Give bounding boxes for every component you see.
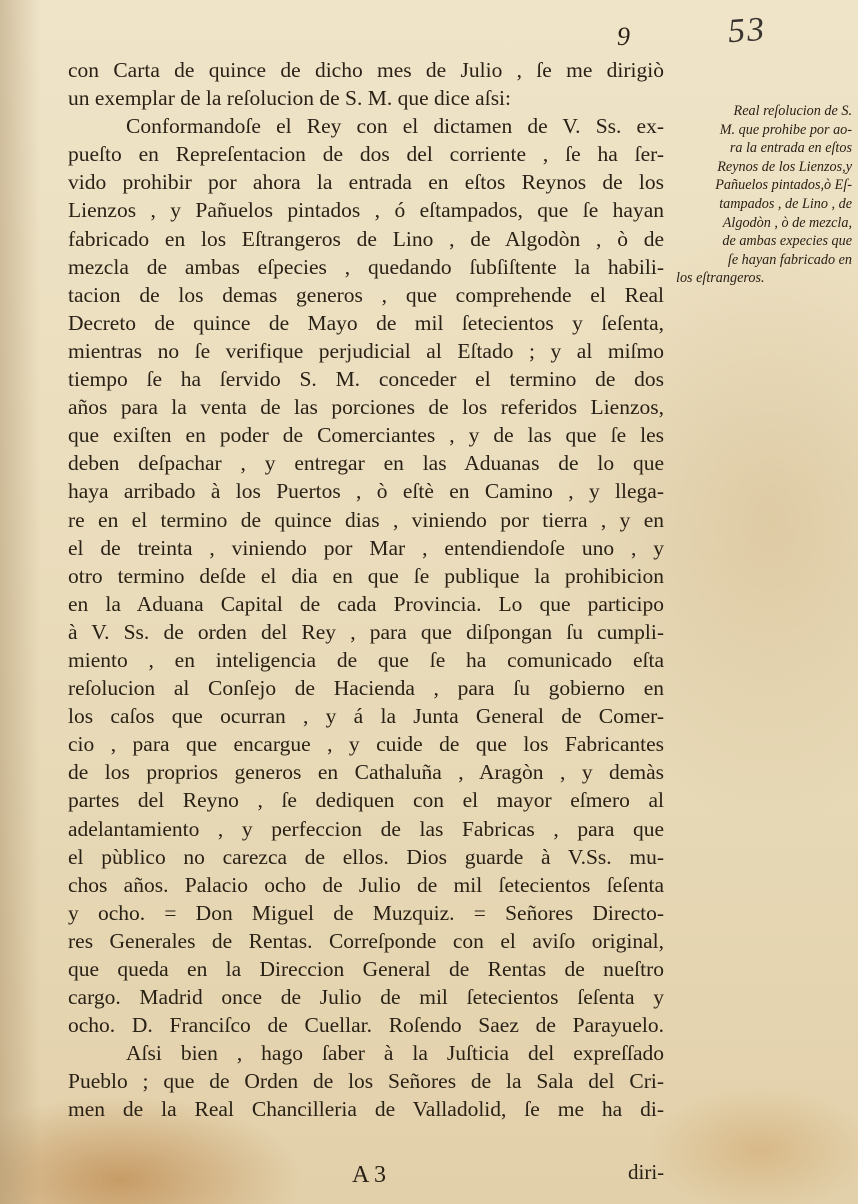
text-line: Aſsi bien , hago ſaber à la Juſticia del expreſſado xyxy=(126,1041,664,1066)
text-line: à V. Ss. de orden del Rey , para que diſpongan ſu cumpli- xyxy=(68,619,664,644)
text-line: en la Aduana Capital de cada Provincia. Lo que participo xyxy=(68,591,664,616)
text-line: el pùblico no carezca de ellos. Dios guarde à V.Ss. mu- xyxy=(68,844,664,869)
text-line: vido prohibir por ahora la entrada en eſtos Reynos de los xyxy=(68,170,664,195)
marginal-note xyxy=(676,102,852,288)
margin-note-line: Reynos de los Lienzos,y xyxy=(717,158,852,175)
text-line: el de treinta , viniendo por Mar , entendiendoſe uno , y xyxy=(68,535,664,560)
catchword: diri- xyxy=(628,1160,665,1184)
text-line: otro termino deſde el dia en que ſe publique la prohibicion xyxy=(68,563,664,588)
margin-note-line: tampados , de Lino , de xyxy=(719,195,852,212)
text-line: cargo. Madrid once de Julio de mil ſetecientos ſeſenta y xyxy=(68,985,664,1010)
text-line: años para la venta de las porciones de los referidos Lienzos, xyxy=(68,395,664,420)
handwritten-folio-number: 53 xyxy=(726,10,768,51)
margin-note-line: Pañuelos pintados,ò Eſ- xyxy=(715,177,852,194)
page-number: 9 xyxy=(617,22,630,51)
show-through-text xyxy=(704,636,723,654)
text-line: tiempo ſe ha ſervido S. M. conceder el termino de dos xyxy=(68,367,664,392)
main-text-block xyxy=(68,56,664,1124)
margin-note-line: ſe hayan fabricado en xyxy=(727,251,852,268)
text-line: ocho. D. Franciſco de Cuellar. Roſendo Saez de Parayuelo. xyxy=(68,1013,664,1038)
text-line: miento , en inteligencia de que ſe ha comunicado eſta xyxy=(68,647,664,672)
text-line: Decreto de quince de Mayo de mil ſetecientos y ſeſenta, xyxy=(68,310,664,335)
text-line: deben deſpachar , y entregar en las Aduanas de lo que xyxy=(68,451,664,476)
margin-note-line: de ambas expecies que xyxy=(722,233,852,250)
signature-mark: A 3 xyxy=(352,1162,387,1188)
text-line: Pueblo ; que de Orden de los Señores de la Sala del Cri- xyxy=(68,1069,664,1094)
margin-note-line: Real reſolucion de S. xyxy=(733,103,852,119)
text-line: reſolucion al Conſejo de Hacienda , para ſu gobierno en xyxy=(68,676,664,701)
text-line: pueſto en Repreſentacion de dos del corriente , ſe ha ſer- xyxy=(68,142,664,167)
text-line: tacion de los demas generos , que comprehende el Real xyxy=(68,282,664,307)
text-line: mientras no ſe verifique perjudicial al Eſtado ; y al miſmo xyxy=(68,338,664,363)
margin-note-line: los eſtrangeros. xyxy=(676,270,765,287)
text-line: res Generales de Rentas. Correſponde con el aviſo original, xyxy=(68,928,664,953)
text-line: de los proprios generos en Cathaluña , Aragòn , y demàs xyxy=(68,760,664,785)
text-line: chos años. Palacio ocho de Julio de mil ſetecientos ſeſenta xyxy=(68,872,664,897)
text-line: Conformandoſe el Rey con el dictamen de V. Ss. ex- xyxy=(126,114,664,139)
margin-note-line: ra la entrada en eſtos xyxy=(729,140,852,157)
text-line: cio , para que encargue , y cuide de que los Fabricantes xyxy=(68,732,664,757)
binding-gutter xyxy=(0,0,40,1204)
text-line: Lienzos , y Pañuelos pintados , ó eſtampados, que ſe hayan xyxy=(68,198,664,223)
show-through-text xyxy=(712,392,735,415)
text-line: adelantamiento , y perfeccion de las Fabricas , para que xyxy=(68,816,664,841)
text-line: men de la Real Chancilleria de Valladolid, ſe me ha di- xyxy=(68,1097,664,1122)
text-line: que queda en la Direccion General de Rentas de nueſtro xyxy=(68,957,664,981)
text-line: haya arribado à los Puertos , ò eſtè en Camino , y llega- xyxy=(68,479,664,504)
text-line: que exiſten en poder de Comerciantes , y de las que ſe les xyxy=(68,423,664,448)
margin-note-line: M. que prohibe por ao- xyxy=(719,121,852,138)
text-line: mezcla de ambas eſpecies , quedando ſubſiſtente la habili- xyxy=(68,254,664,279)
text-line: y ocho. = Don Miguel de Muzquiz. = Señores Directo- xyxy=(68,900,664,925)
text-line: un exemplar de la reſolucion de S. M. que dice aſsi: xyxy=(68,86,512,111)
text-line: fabricado en los Eſtrangeros de Lino , de Algodòn , ò de xyxy=(68,226,664,251)
text-line: con Carta de quince de dicho mes de Julio , ſe me dirigiò xyxy=(68,58,664,82)
text-line: los caſos que ocurran , y á la Junta General de Comer- xyxy=(68,704,664,729)
text-line: re en el termino de quince dias , viniendo por tierra , y en xyxy=(68,507,664,532)
margin-note-line: Algodòn , ò de mezcla, xyxy=(722,214,852,231)
text-line: partes del Reyno , ſe dediquen con el mayor eſmero al xyxy=(68,788,664,813)
